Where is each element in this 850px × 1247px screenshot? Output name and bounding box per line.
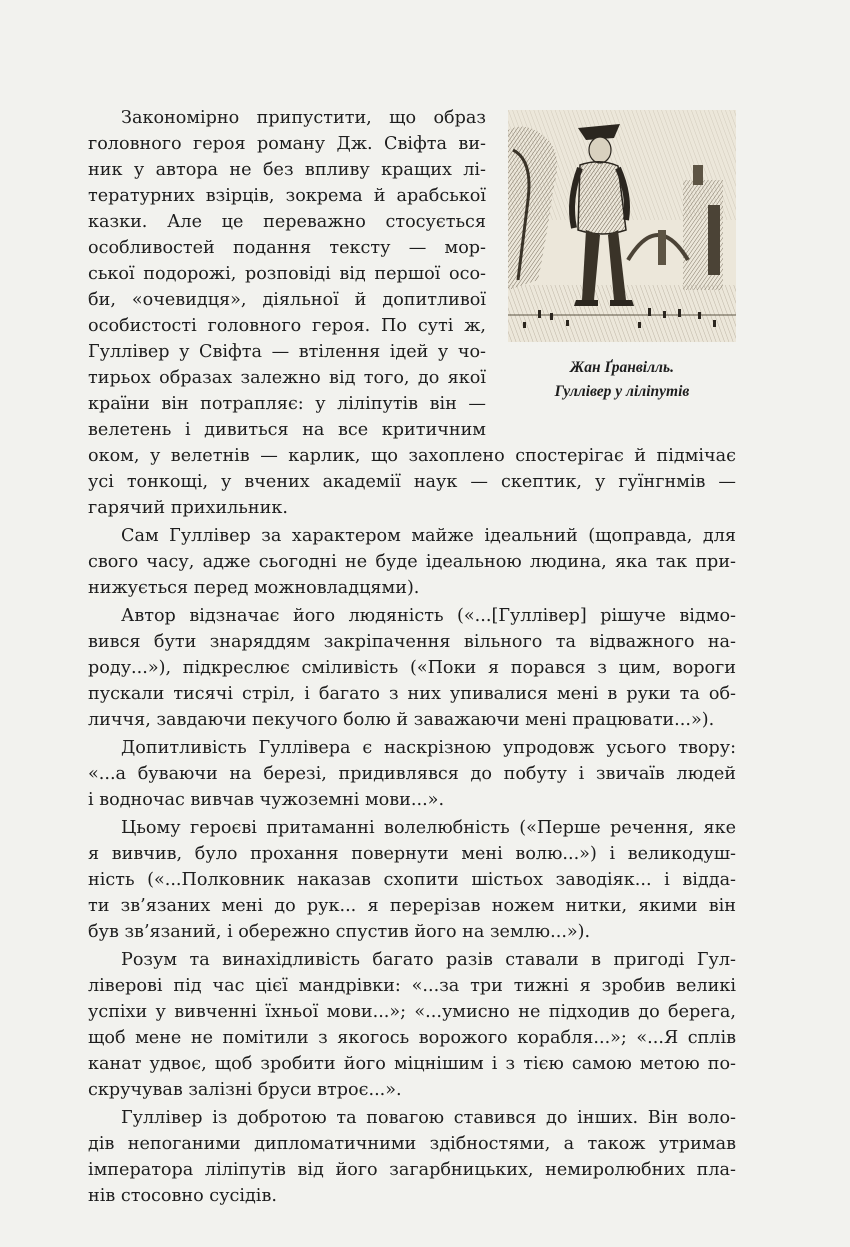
text-line: ліверові під час цієї мандрівки: «...за три тижні я зробив великі	[88, 976, 736, 996]
text-line: би, «очевидця», діяльної й допитливої	[88, 290, 486, 310]
text-line: гарячий прихильник.	[88, 498, 288, 518]
text-line: свого часу, адже сьогодні не буде ідеальною людина, яка так при-	[88, 552, 736, 572]
text-line: пускали тисячі стріл, і багато з них упивалися мені в руки та об-	[88, 684, 736, 704]
text-line: тирьох образах залежно від того, до якої	[88, 368, 486, 388]
text-line: вився бути знаряддям закріпачення вільного та відважного на-	[88, 632, 736, 652]
text-line: країни він потрапляє: у ліліпутів він —	[88, 394, 486, 414]
text-line: Гуллівер із добротою та повагою ставився до інших. Він воло-	[121, 1108, 736, 1128]
text-line: особистості головного героя. По суті ж,	[88, 316, 486, 336]
text-line: казки. Але це переважно стосується	[88, 212, 486, 232]
text-line: Цьому героєві притаманні волелюбність («Перше речення, яке	[121, 818, 736, 838]
text-line: імператора ліліпутів від його загарбницьких, немиролюбних пла-	[88, 1160, 736, 1180]
text-line: Гуллівер у Свіфта — втілення ідей у чо-	[88, 342, 486, 362]
text-line: ської подорожі, розповіді від першої осо-	[88, 264, 486, 284]
text-line: нів стосовно сусідів.	[88, 1186, 277, 1206]
text-line: Допитливість Гуллівера є наскрізною упродовж усього твору:	[121, 738, 736, 758]
text-line: Автор відзначає його людяність («...[Гуллівер] рішуче відмо-	[121, 606, 736, 626]
text-line: велетень і дивиться на все критичним	[88, 420, 486, 440]
text-line: Розум та винахідливість багато разів ставали в пригоді Гул-	[121, 950, 736, 970]
text-line: головного героя роману Дж. Свіфта ви-	[88, 134, 486, 154]
text-line: тературних взірців, зокрема й арабської	[88, 186, 486, 206]
text-line: ність («...Полковник наказав схопити шістьох заводіяк... і відда-	[88, 870, 736, 890]
text-line: був зв’язаний, і обережно спустив його на землю...»).	[88, 922, 591, 942]
gulliver-illustration	[508, 110, 736, 342]
text-line: успіхи у вивченні їхньої мови...»; «...умисно не підходив до берега,	[88, 1002, 736, 1022]
text-line: усі тонкощі, у вчених академії наук — скептик, у гуїнгнмів —	[88, 472, 736, 492]
text-line: скручував залізні бруси втроє...».	[88, 1080, 402, 1100]
text-line: я вивчив, було прохання повернути мені волю...») і великодуш-	[88, 844, 736, 864]
text-line: особливостей подання тексту — мор-	[88, 238, 486, 258]
illustration-caption-author: Жан Ґранвілль.	[570, 359, 674, 376]
text-line: Сам Гуллівер за характером майже ідеальний (щоправда, для	[121, 526, 736, 546]
text-line: ник у автора не без впливу кращих лі-	[88, 160, 486, 180]
illustration-caption-title: Гуллівер у ліліпутів	[554, 383, 690, 400]
text-line: дів непоганими дипломатичними здібностями, а також утримав	[88, 1134, 736, 1154]
text-line: роду...»), підкреслює сміливість («Поки я порався з цим, вороги	[88, 658, 736, 678]
text-line: канат удвоє, щоб зробити його міцнішим і з тією самою метою по-	[88, 1054, 736, 1074]
text-line: оком, у велетнів — карлик, що захоплено спостерігає й підмічає	[88, 446, 736, 466]
text-line: «...а буваючи на березі, придивлявся до побуту і звичаїв людей	[88, 764, 736, 784]
text-line: личчя, завдаючи пекучого болю й заважаючи мені працювати...»).	[88, 710, 715, 730]
text-line: нижується перед можновладцями).	[88, 578, 420, 598]
text-line: Закономірно припустити, що образ	[121, 108, 486, 128]
text-line: ти зв’язаних мені до рук... я перерізав ножем нитки, якими він	[88, 896, 736, 916]
text-line: щоб мене не помітили з якогось ворожого корабля...»; «...Я сплів	[88, 1028, 736, 1048]
engraving-image	[508, 110, 736, 342]
text-line: і водночас вивчав чужоземні мови...».	[88, 790, 445, 810]
